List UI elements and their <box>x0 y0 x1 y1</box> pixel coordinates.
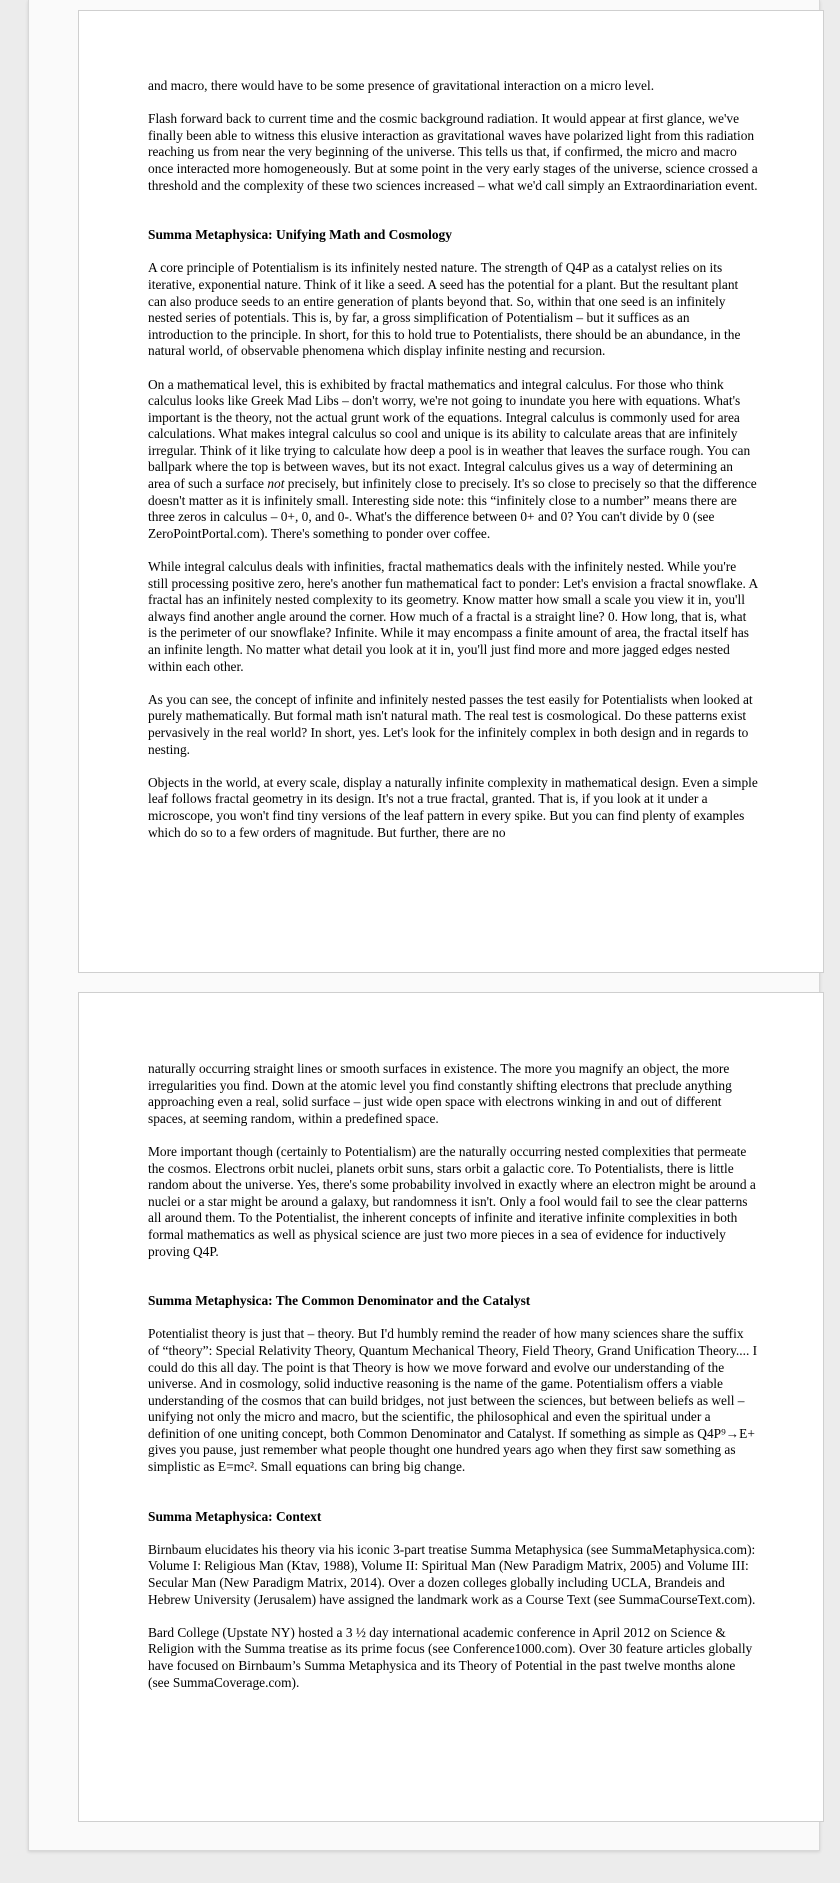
paragraph: Flash forward back to current time and the cosmic background radiation. It would appear at first glance, we've finally been able to witness this elusive interaction as gravitational waves have polarized light from this radiation reaching us from near the very beginning of the universe. This tells us that, if confirmed, the micro and macro once interacted more homogeneously. But at some point in the very early stages of the universe, science crossed a threshold and the complexity of these two sciences increased – what we'd call simply an Extraordinariation event. <box>148 111 758 193</box>
document-page-2 <box>78 992 824 1822</box>
paragraph <box>148 377 758 543</box>
paragraph-text: On a mathematical level, this is exhibited by fractal mathematics and integral calculus. For those who think calculus looks like Greek Mad Libs – don't worry, we're not going to inundate you here with equations. What's important is the theory, not the actual grunt work of the equations. Integral calculus is commonly used for area calculations. What makes integral calculus so cool and unique is its ability to calculate areas that are infinitely irregular. Think of it like trying to calculate how deep a pool is in weather that leaves the surface rough. You can ballpark where the top is between waves, but its not exact. Integral calculus gives us a way of determining an area of such a surface <box>148 376 751 492</box>
paragraph: and macro, there would have to be some presence of gravitational interaction on a micro level. <box>148 78 655 93</box>
document-page-1 <box>78 10 824 973</box>
section-heading: Summa Metaphysica: The Common Denominator and the Catalyst <box>148 1293 531 1309</box>
paragraph: naturally occurring straight lines or smooth surfaces in existence. The more you magnify an object, the more irregularities you find. Down at the atomic level you find constantly shifting electrons that preclude anything approaching even a real, solid surface – just wide open space with electrons winking in and out of different spaces, at seeming random, within a predefined space. <box>148 1061 732 1126</box>
paragraph: Potentialist theory is just that – theory. But I'd humbly remind the reader of how many sciences share the suffix of “theory”: Special Relativity Theory, Quantum Mechanical Theory, Field Theory, Grand Unification Theory.... I could do this all day. The point is that Theory is how we move forward and evolve our understanding of the universe. And in cosmology, solid inductive reasoning is the name of the game. Potentialism offers a viable understanding of the cosmos that can build bridges, not just between the sciences, but between beliefs as well – unifying not only the micro and macro, but the scientific, the philosophical and even the spiritual under a definition of one uniting concept, both Common Denominator and Catalyst. If something as simple as Q4P⁹→E+ gives you pause, just remember what people thought one hundred years ago when they first saw something as simplistic as E=mc². Small equations can bring big change. <box>148 1326 758 1475</box>
page-2-body <box>148 1061 758 1708</box>
emphasis-text: not <box>267 476 285 492</box>
section-heading: Summa Metaphysica: Unifying Math and Cosmology <box>148 227 452 243</box>
paragraph: More important though (certainly to Potentialism) are the naturally occurring nested complexities that permeate the cosmos. Electrons orbit nuclei, planets orbit suns, stars orbit a galactic core. To Potentialists, there is little random about the universe. Yes, there's some probability involved in exactly where an electron might be around a nuclei or a star might be around a galaxy, but randomness it isn't. Only a fool would fail to see the clear patterns all around them. To the Potentialist, the inherent concepts of infinite and iterative infinite complexities in both formal mathematics as well as physical science are just two more pieces in a sea of evidence for inductively proving Q4P. <box>148 1143 756 1259</box>
document-canvas <box>28 0 820 1851</box>
paragraph: A core principle of Potentialism is its infinitely nested nature. The strength of Q4P as a catalyst relies on its iterative, exponential nature. Think of it like a seed. A seed has the potential for a plant. But the resultant plant can also produce seeds to an entire generation of plants beyond that. So, within that one seed is an infinitely nested series of potentials. This is, by far, a gross simplification of Potentialism – but it suffices as an introduction to the principle. In short, for this to hold true to Potentialists, there should be an abundance, in the natural world, of observable phenomena which display infinite nesting and recursion. <box>148 260 741 359</box>
paragraph: Bard College (Upstate NY) hosted a 3 ½ day international academic conference in April 2012 on Science & Religion with the Summa treatise as its prime focus (see Conference1000.com). Over 30 feature articles globally have focused on Birnbaum’s Summa Metaphysica and its Theory of Potential in the past twelve months alone (see SummaCoverage.com). <box>148 1624 753 1690</box>
page-1-body <box>148 78 758 858</box>
paragraph: Birnbaum elucidates his theory via his iconic 3-part treatise Summa Metaphysica (see SummaMetaphysica.com): Volume I: Religious Man (Ktav, 1988), Volume II: Spiritual Man (New Paradigm Matrix, 2005) and Volume III: Secular Man (New Paradigm Matrix, 2014). Over a dozen colleges globally including UCLA, Brandeis and Hebrew University (Jerusalem) have assigned the landmark work as a Course Text (see SummaCourseText.com). <box>148 1541 756 1607</box>
section-heading: Summa Metaphysica: Context <box>148 1508 322 1524</box>
paragraph: As you can see, the concept of infinite and infinitely nested passes the test easily for Potentialists when looked at purely mathematically. But formal math isn't natural math. The real test is cosmological. Do these patterns exist pervasively in the real world? In short, yes. Let's look for the infinitely complex in both design and in regards to nesting. <box>148 691 753 757</box>
paragraph: Objects in the world, at every scale, display a naturally infinite complexity in mathematical design. Even a simple leaf follows fractal geometry in its design. It's not a true fractal, granted. That is, if you look at it under a microscope, you won't find tiny versions of the leaf pattern in every spike. But you can find plenty of examples which do so to a few orders of magnitude. But further, there are no <box>148 774 758 840</box>
paragraph: While integral calculus deals with infinities, fractal mathematics deals with the infinitely nested. While you're still processing positive zero, here's another fun mathematical fact to ponder: Let's envision a fractal snowflake. A fractal has an infinitely nested complexity to its geometry. Know matter how small a scale you view it in, you'll always find another angle around the corner. How much of a fractal is a straight line? 0. How long, that is, what is the perimeter of our snowflake? Infinite. While it may encompass a finite amount of area, the fractal itself has an infinite length. No matter what detail you look at it in, you'll just find more and more jagged edges nested within each other. <box>148 559 758 674</box>
paragraph-text: precisely, but infinitely close to precisely. It's so close to precisely so that the difference doesn't matter as it is infinitely small. Interesting side note: this “infinitely close to a number” means there are three zeros in calculus – 0+, 0, and 0-. What's the difference between 0+ and 0? You can't divide by 0 (see ZeroPointPortal.com). There's something to ponder over coffee. <box>148 476 757 541</box>
